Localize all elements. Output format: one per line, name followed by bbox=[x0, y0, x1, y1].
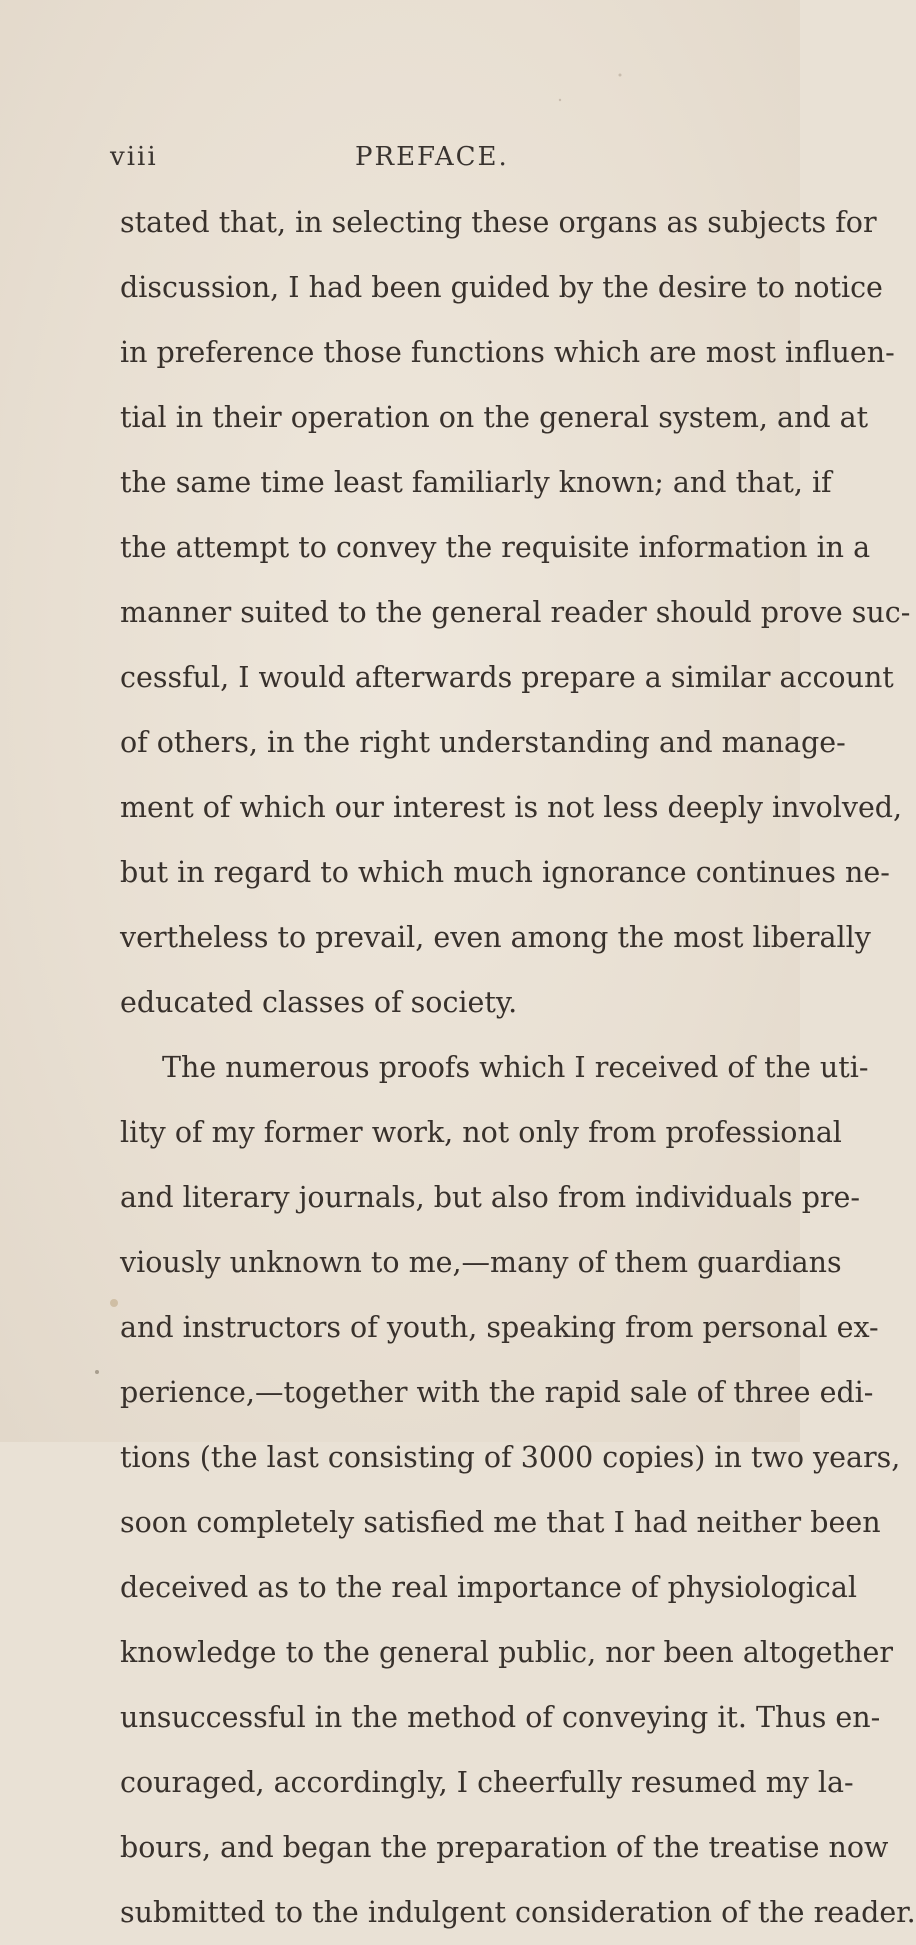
text-line: of others, in the right understanding and manage- bbox=[120, 726, 846, 759]
text-line: perience,—together with the rapid sale of three edi- bbox=[120, 1376, 874, 1409]
paper-speck bbox=[619, 74, 622, 77]
text-line: the same time least familiarly known; and that, if bbox=[120, 466, 832, 499]
body-text bbox=[120, 190, 916, 1945]
text-line: tions (the last consisting of 3000 copies) in two years, bbox=[120, 1441, 901, 1474]
page-number: viii bbox=[110, 142, 158, 172]
text-line: deceived as to the real importance of physiological bbox=[120, 1571, 857, 1604]
running-head bbox=[110, 142, 710, 182]
text-line: manner suited to the general reader should prove suc- bbox=[120, 596, 911, 629]
text-line: the attempt to convey the requisite information in a bbox=[120, 531, 871, 564]
paper-speck bbox=[559, 99, 561, 101]
text-line: couraged, accordingly, I cheerfully resumed my la- bbox=[120, 1766, 854, 1799]
text-line: bours, and began the preparation of the treatise now bbox=[120, 1831, 889, 1864]
paragraph-1 bbox=[120, 190, 911, 1035]
text-line: unsuccessful in the method of conveying it. Thus en- bbox=[120, 1701, 881, 1734]
text-line: viously unknown to me,—many of them guardians bbox=[120, 1246, 842, 1279]
text-line: discussion, I had been guided by the desire to notice bbox=[120, 271, 883, 304]
text-line: in preference those functions which are most influen- bbox=[120, 336, 895, 369]
text-line: and instructors of youth, speaking from personal ex- bbox=[120, 1311, 879, 1344]
text-line: cessful, I would afterwards prepare a similar account bbox=[120, 661, 894, 694]
text-line: The numerous proofs which I received of the uti- bbox=[162, 1051, 869, 1084]
text-line: educated classes of society. bbox=[120, 986, 518, 1019]
paragraph-2 bbox=[120, 1035, 916, 1945]
running-title: PREFACE. bbox=[355, 142, 509, 172]
paper-speck bbox=[95, 1370, 99, 1374]
text-line: knowledge to the general public, nor been altogether bbox=[120, 1636, 893, 1669]
text-line: tial in their operation on the general system, and at bbox=[120, 401, 869, 434]
text-line: lity of my former work, not only from professional bbox=[120, 1116, 842, 1149]
text-line: vertheless to prevail, even among the most liberally bbox=[120, 921, 871, 954]
paper-speck bbox=[110, 1299, 118, 1307]
text-line: stated that, in selecting these organs as subjects for bbox=[120, 206, 877, 239]
text-line: and literary journals, but also from individuals pre- bbox=[120, 1181, 861, 1214]
text-line: but in regard to which much ignorance continues ne- bbox=[120, 856, 890, 889]
text-line: ment of which our interest is not less deeply involved, bbox=[120, 791, 903, 824]
text-line: submitted to the indulgent consideration of the reader. bbox=[120, 1896, 916, 1929]
text-line: soon completely satisfied me that I had neither been bbox=[120, 1506, 881, 1539]
